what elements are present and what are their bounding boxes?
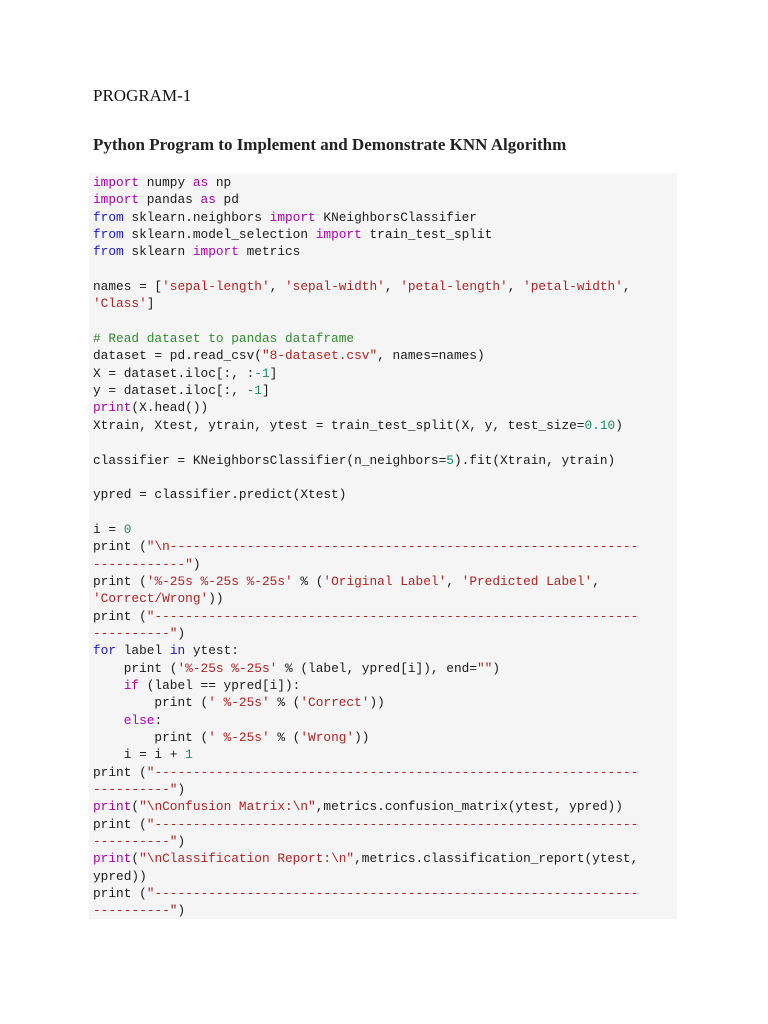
code-line [93, 677, 677, 694]
keyword-token: from [93, 244, 124, 260]
code-token: , [592, 573, 600, 589]
keyword-token: print [93, 799, 132, 815]
code-token: % ( [292, 573, 324, 589]
string-token: "--------------------------------------------------------------- [146, 886, 639, 902]
code-token: ytest: [185, 643, 239, 659]
code-token: ] [261, 383, 270, 399]
code-token: sklearn.model_selection [123, 227, 316, 243]
page-subtitle: Python Program to Implement and Demonstrate KNN Algorithm [93, 135, 567, 154]
code-token: print ( [93, 730, 209, 745]
code-token: , names=names) [377, 348, 485, 364]
keyword-token: print [93, 851, 132, 867]
code-token: )) [369, 695, 385, 711]
code-token: dataset = pd.read_csv( [93, 348, 262, 364]
code-line [93, 729, 677, 746]
code-token: print ( [93, 608, 147, 624]
string-token: "--------------------------------------------------------------- [146, 764, 639, 780]
code-token: names = [ [93, 279, 163, 295]
code-line [93, 365, 677, 382]
code-token: ] [269, 365, 278, 381]
code-token: , [622, 279, 631, 295]
keyword-token: in [169, 643, 186, 659]
code-token [93, 713, 124, 728]
code-token: (X.head()) [131, 400, 209, 416]
code-token: print ( [93, 886, 147, 902]
code-token: train_test_split [361, 227, 493, 243]
code-token: sklearn [123, 244, 193, 260]
code-token: )) [208, 591, 224, 607]
code-line [93, 573, 677, 590]
string-token: "--------------------------------------------------------------- [146, 608, 639, 624]
number-token: -1 [254, 365, 270, 381]
code-line [93, 764, 677, 781]
code-token: print ( [93, 660, 178, 676]
keyword-token: else [123, 712, 155, 728]
code-line [93, 243, 677, 260]
code-token: , [446, 573, 462, 589]
code-line [93, 174, 677, 191]
string-token: 'Correct' [300, 695, 370, 711]
keyword-token: print [93, 400, 132, 416]
keyword-token: import [192, 244, 239, 260]
code-line [93, 746, 677, 763]
code-line [93, 313, 677, 330]
comment-token: # Read dataset to pandas dataframe [93, 331, 355, 347]
string-token: 'Class' [93, 296, 147, 312]
code-line [93, 486, 677, 503]
code-token: ) [492, 660, 501, 676]
string-token: ' %-25s' [208, 695, 270, 711]
code-token: ,metrics.confusion_matrix(ytest, ypred)) [315, 799, 623, 815]
code-line [93, 798, 677, 815]
code-token: ).fit(Xtrain, ytrain) [453, 452, 616, 468]
code-line [93, 226, 677, 243]
string-token: 'Correct/Wrong' [93, 591, 209, 607]
string-token: '%-25s %-25s' [177, 660, 278, 676]
number-token: 0.10 [584, 417, 616, 433]
string-token: "8-dataset.csv" [261, 348, 378, 364]
code-token: np [208, 175, 232, 190]
code-line [93, 417, 677, 434]
code-token: ) [192, 556, 201, 572]
code-token: metrics [238, 244, 301, 260]
code-line [93, 209, 677, 226]
code-token: pd [215, 192, 239, 208]
code-token: sklearn.neighbors [123, 209, 270, 225]
code-block [89, 173, 677, 919]
code-line [93, 833, 677, 850]
code-line [93, 608, 677, 625]
keyword-token: import [315, 227, 362, 243]
string-token: "--------------------------------------------------------------- [146, 816, 639, 832]
code-token: y = dataset.iloc[:, [93, 383, 247, 399]
code-line [93, 347, 677, 364]
code-line [93, 278, 677, 295]
code-token: KNeighborsClassifier [315, 209, 477, 225]
string-token: 'Original Label' [323, 573, 447, 589]
code-line [93, 261, 677, 278]
code-token: print ( [93, 816, 147, 832]
string-token: ----------" [93, 834, 178, 850]
string-token: "\nConfusion Matrix:\n" [139, 799, 316, 815]
string-token: 'Wrong' [300, 730, 355, 745]
keyword-token: import [93, 192, 140, 208]
keyword-token: as [192, 175, 209, 190]
number-token: 5 [446, 452, 454, 468]
code-token: classifier = KNeighborsClassifier(n_neighbors= [93, 452, 447, 468]
code-line [93, 469, 677, 486]
code-token: , [269, 279, 285, 295]
code-line [93, 781, 677, 798]
code-token: , [507, 279, 524, 295]
code-token: ( [131, 851, 140, 867]
code-token: print ( [93, 573, 147, 589]
code-token: pandas [139, 192, 201, 208]
code-line [93, 434, 677, 451]
code-token: ] [146, 296, 155, 312]
code-token: ,metrics.classification_report(ytest, [354, 851, 639, 867]
keyword-token: from [93, 227, 124, 243]
string-token: 'petal-width' [523, 279, 623, 295]
keyword-token: as [200, 192, 216, 208]
number-token: 0 [123, 521, 132, 537]
code-line [93, 885, 677, 902]
code-line [93, 382, 677, 399]
code-line [93, 660, 677, 677]
string-token: ' %-25s' [208, 730, 270, 745]
string-token: "" [477, 660, 493, 676]
code-line [93, 538, 677, 555]
string-token: ------------" [93, 556, 193, 572]
code-token: X = dataset.iloc[:, : [93, 365, 255, 381]
code-token: % ( [269, 730, 301, 745]
keyword-token: from [93, 209, 124, 225]
code-token: i = [93, 521, 124, 537]
code-token: Xtrain, Xtest, ytrain, ytest = train_test_split(X, y, test_size= [93, 417, 585, 433]
string-token: "\n------------------------------------------------------------- [146, 539, 639, 555]
string-token: 'petal-length' [400, 279, 508, 295]
code-token: , [384, 279, 401, 295]
number-token: 1 [185, 747, 193, 763]
code-line [93, 191, 677, 208]
code-token: ( [131, 799, 140, 815]
code-token: : [154, 712, 163, 728]
string-token: ----------" [93, 625, 178, 641]
code-line [93, 625, 677, 642]
page-title: PROGRAM-1 [93, 86, 192, 105]
code-token: ypred)) [93, 868, 147, 884]
code-token: print ( [93, 695, 209, 711]
code-token: % ( [269, 695, 301, 711]
code-line [93, 694, 677, 711]
code-token: print ( [93, 764, 147, 780]
code-token: print ( [93, 539, 147, 555]
code-token [93, 678, 124, 693]
code-line [93, 556, 677, 573]
string-token: ----------" [93, 782, 178, 798]
code-line [93, 902, 677, 919]
code-line [93, 868, 677, 885]
code-token: ) [177, 625, 186, 641]
keyword-token: if [123, 677, 140, 693]
code-token: ) [177, 782, 186, 798]
keyword-token: for [93, 643, 117, 659]
code-token: % (label, ypred[i]), end= [277, 660, 477, 676]
string-token: 'sepal-width' [285, 279, 385, 295]
string-token: 'Predicted Label' [461, 573, 593, 589]
code-token: label [116, 643, 170, 659]
code-token: )) [354, 730, 370, 745]
string-token: '%-25s %-25s %-25s' [146, 573, 293, 589]
keyword-token: import [93, 175, 140, 190]
code-line [93, 452, 677, 469]
keyword-token: import [269, 209, 316, 225]
number-token: -1 [246, 383, 262, 399]
code-line [93, 295, 677, 312]
code-token: (label == ypred[i]): [139, 677, 301, 693]
code-line [93, 590, 677, 607]
code-line [93, 850, 677, 867]
string-token: ----------" [93, 903, 178, 919]
code-line [93, 816, 677, 833]
code-token: ) [615, 417, 623, 433]
code-line [93, 642, 677, 659]
code-line [93, 504, 677, 521]
code-token: ) [177, 834, 186, 850]
code-token: ypred = classifier.predict(Xtest) [93, 487, 347, 503]
code-line [93, 521, 677, 538]
code-token: i = i + [93, 747, 186, 763]
code-token: ) [177, 903, 186, 919]
code-line [93, 399, 677, 416]
code-line [93, 712, 677, 729]
code-token: numpy [139, 175, 193, 190]
string-token: "\nClassification Report:\n" [139, 851, 355, 867]
code-line [93, 330, 677, 347]
string-token: 'sepal-length' [162, 279, 270, 295]
